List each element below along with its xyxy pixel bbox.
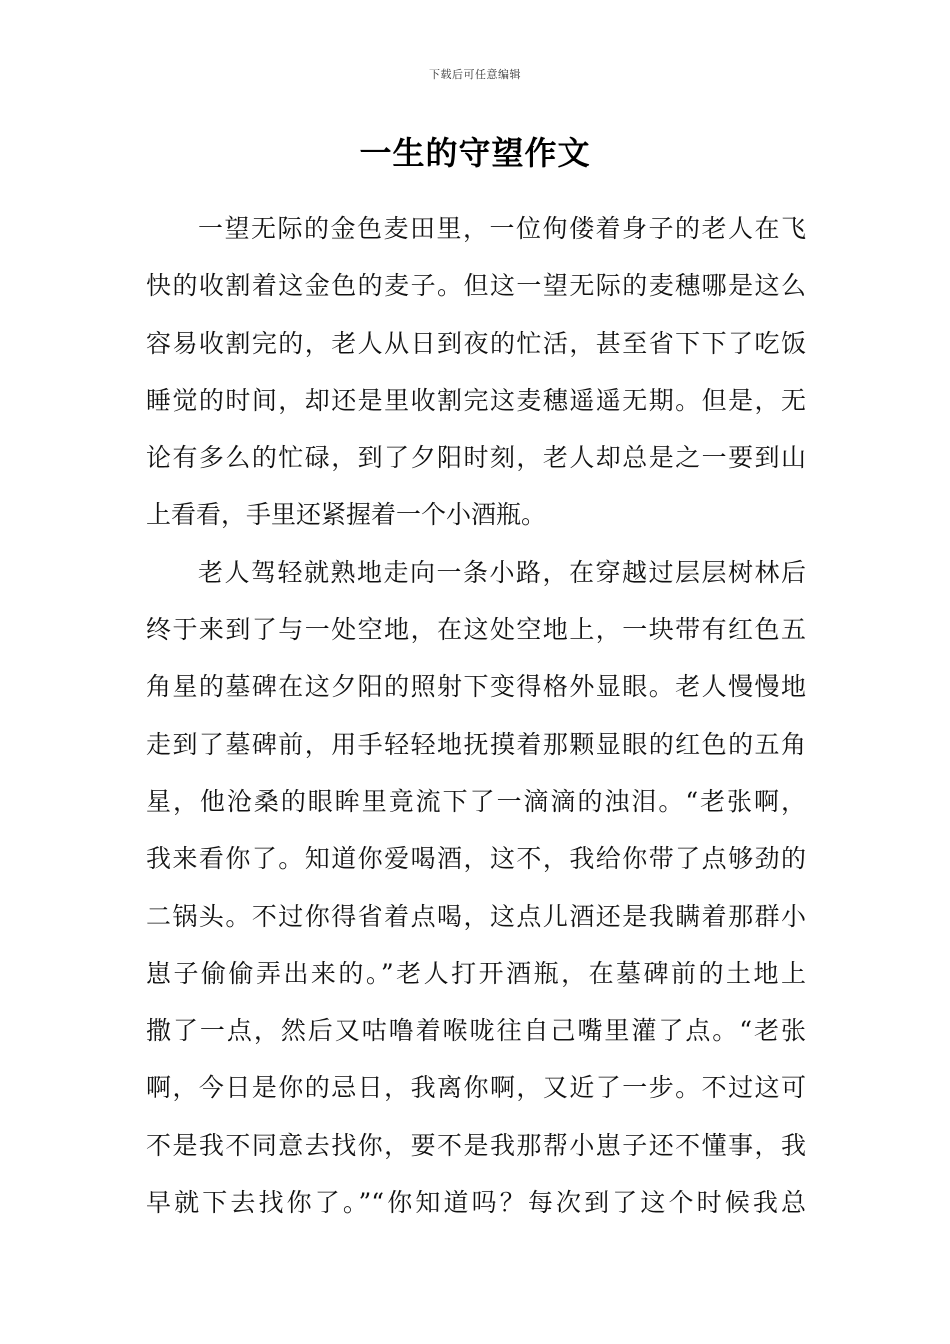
text-line: 论有多么的忙碌，到了夕阳时刻，老人却总是之一要到山 bbox=[146, 443, 806, 473]
text-line: 一望无际的金色麦田里，一位佝偻着身子的老人在飞 bbox=[198, 214, 806, 243]
text-line: 上看看，手里还紧握着一个小酒瓶。 bbox=[146, 500, 547, 530]
text-line: 早就下去找你了。”“你知道吗？每次到了这个时候我总 bbox=[146, 1188, 806, 1218]
text-line: 走到了墓碑前，用手轻轻地抚摸着那颗显眼的红色的五角 bbox=[146, 729, 806, 759]
paragraph-2 bbox=[146, 544, 806, 1232]
text-line: 睡觉的时间，却还是里收割完这麦穗遥遥无期。但是，无 bbox=[146, 385, 806, 415]
header-note: 下载后可任意编辑 bbox=[429, 68, 521, 81]
text-line: 角星的墓碑在这夕阳的照射下变得格外显眼。老人慢慢地 bbox=[146, 672, 806, 702]
text-line: 老人驾轻就熟地走向一条小路，在穿越过层层树林后 bbox=[198, 557, 806, 587]
page-title: 一生的守望作文 bbox=[359, 134, 591, 172]
text-line: 我来看你了。知道你爱喝酒，这不，我给你带了点够劲的 bbox=[146, 844, 806, 874]
text-line: 撒了一点，然后又咕噜着喉咙往自己嘴里灌了点。“老张 bbox=[146, 1016, 806, 1046]
text-line: 星，他沧桑的眼眸里竟流下了一滴滴的浊泪。“老张啊， bbox=[146, 786, 806, 816]
text-line: 啊，今日是你的忌日，我离你啊，又近了一步。不过这可 bbox=[146, 1073, 806, 1103]
text-line: 二锅头。不过你得省着点喝，这点儿酒还是我瞒着那群小 bbox=[146, 901, 806, 931]
text-line: 终于来到了与一处空地，在这处空地上，一块带有红色五 bbox=[146, 615, 806, 645]
text-line: 崽子偷偷弄出来的。”老人打开酒瓶，在墓碑前的土地上 bbox=[146, 958, 806, 988]
document-body bbox=[146, 200, 806, 1231]
text-line: 容易收割完的，老人从日到夜的忙活，甚至省下下了吃饭 bbox=[146, 328, 806, 358]
text-line: 快的收割着这金色的麦子。但这一望无际的麦穗哪是这么 bbox=[146, 271, 806, 301]
text-line: 不是我不同意去找你，要不是我那帮小崽子还不懂事，我 bbox=[146, 1130, 806, 1160]
paragraph-1 bbox=[146, 200, 806, 544]
